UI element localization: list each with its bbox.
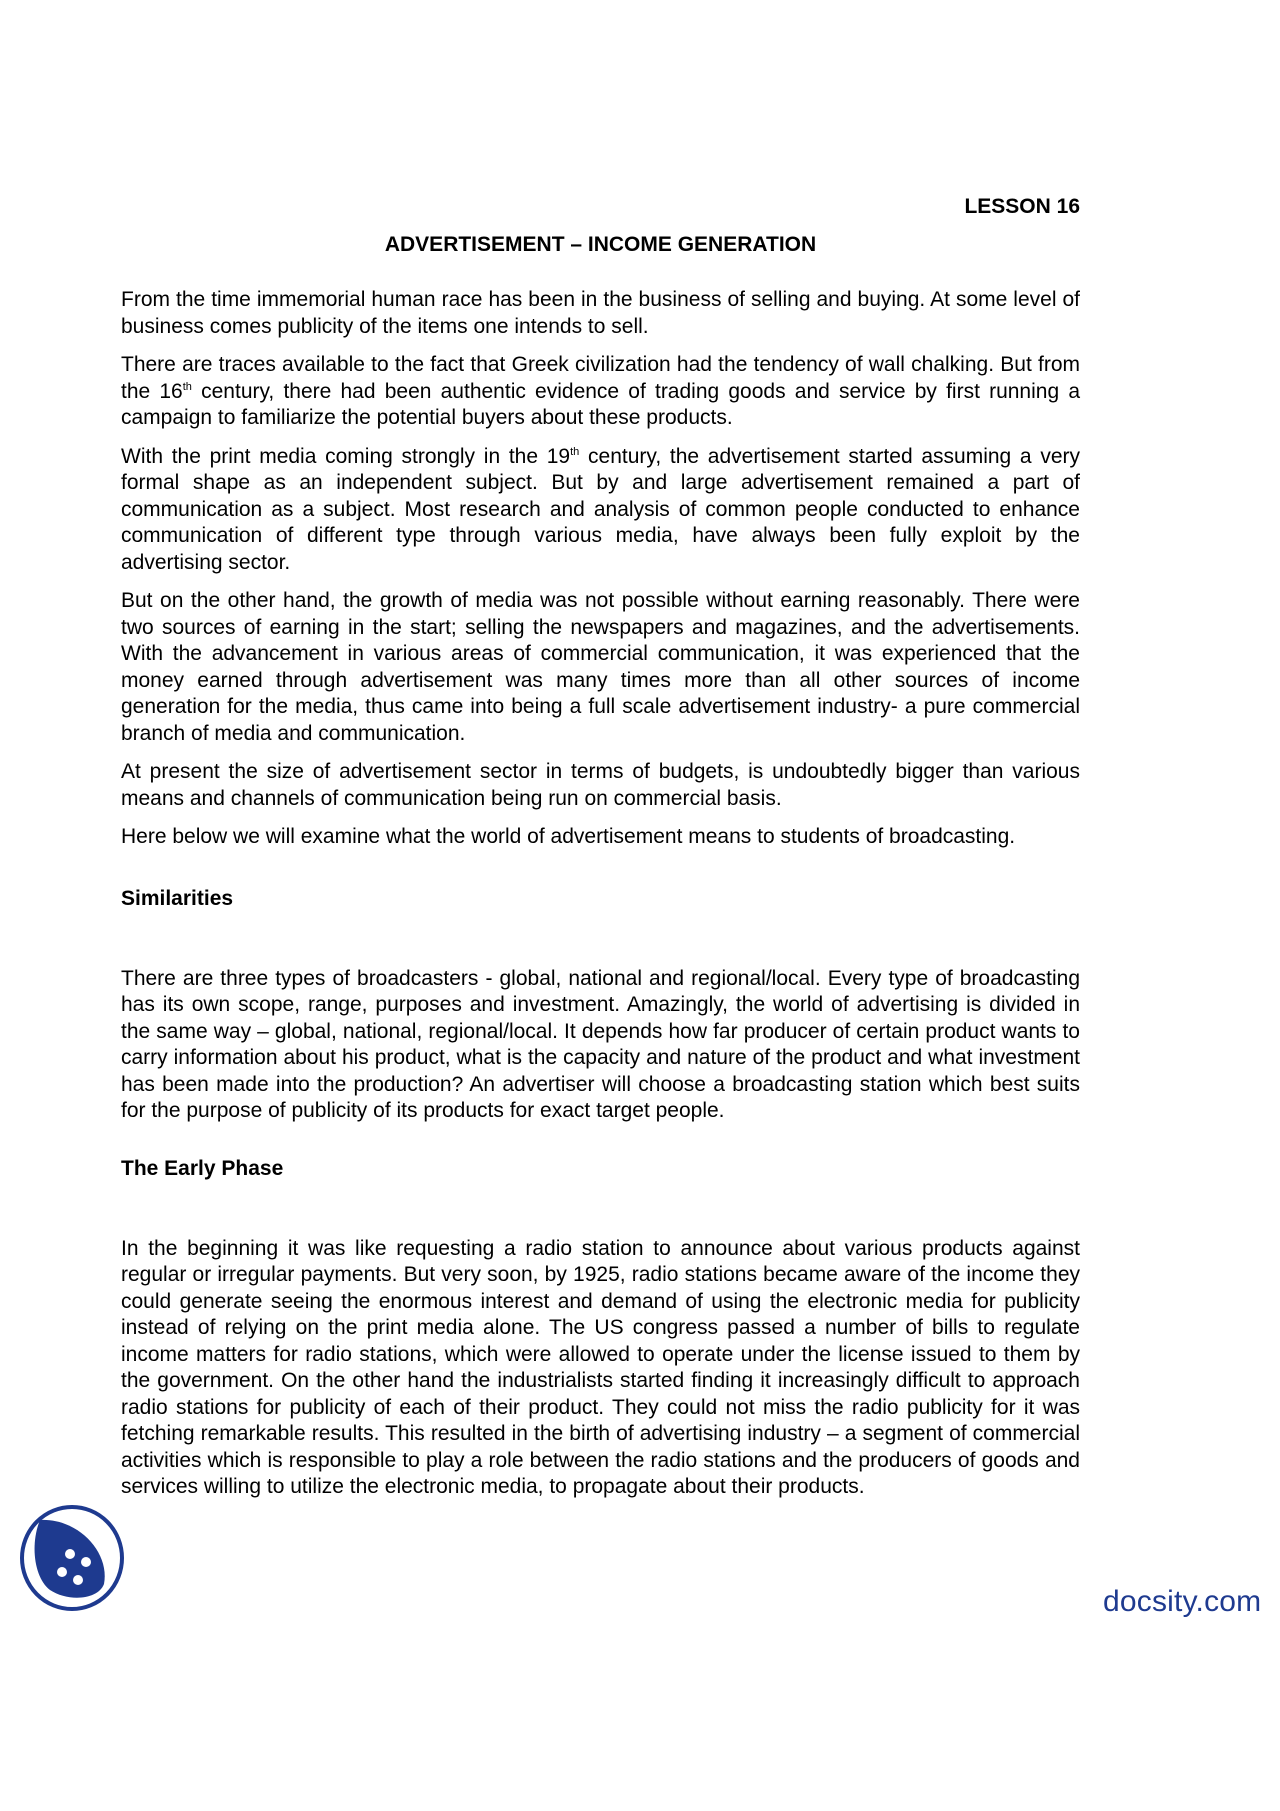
early-phase-paragraph: In the beginning it was like requesting a radio station to announce about various products against regular or irregular payments. But very soon, by 1925, radio stations became aware of the income they could generate seeing the enormous interest and demand of using the electronic media for publicity instead of relying on the print media alone. The US congress passed a number of bills to regulate income matters for radio stations, which were allowed to operate under the license issued to them by the government. On the other hand the industrialists started finding it increasingly difficult to approach radio stations for publicity of each of their product. They could not miss the radio publicity for it was fetching remarkable results. This resulted in the birth of advertising industry – a segment of commercial activities which is responsible to play a role between the radio stations and the producers of goods and services willing to utilize the electronic media, to propagate about their products. xyxy=(121,1236,1080,1498)
lesson-number: LESSON 16 xyxy=(964,195,1080,218)
docsity-watermark: docsity.com xyxy=(1103,1585,1262,1618)
intro-paragraph-5: At present the size of advertisement sector in terms of budgets, is undoubtedly bigger than various means and channels of communication being run on commercial basis. xyxy=(121,760,1080,810)
superscript: th xyxy=(570,445,580,458)
intro-paragraph-6: Here below we will examine what the world of advertisement means to students of broadcasting. xyxy=(121,825,1016,848)
section-heading-similarities: Similarities xyxy=(121,886,234,910)
intro-paragraph-2: There are traces available to the fact that Greek civilization had the tendency of wall chalking. But from the 16th century, there had been authentic evidence of trading goods and service by first running a campaign to familiarize the potential buyers about these products. xyxy=(121,353,1081,429)
document-page xyxy=(121,193,1080,1501)
superscript: th xyxy=(182,380,192,393)
intro-paragraph-4: But on the other hand, the growth of media was not possible without earning reasonably. There were two sources of earning in the start; selling the newspapers and magazines, and the advertisements. With the advancement in various areas of commercial communication, it was experienced that the money earned through advertisement was many times more than all other sources of income generation for the media, thus came into being a full scale advertisement industry- a pure commercial branch of media and communication. xyxy=(121,589,1080,745)
docsity-logo-icon xyxy=(18,1500,126,1612)
section-heading-early-phase: The Early Phase xyxy=(121,1156,284,1180)
intro-paragraph-1: From the time immemorial human race has been in the business of selling and buying. At some level of business comes publicity of the items one intends to sell. xyxy=(121,288,1080,338)
intro-paragraph-3: With the print media coming strongly in the 19th century, the advertisement started assuming a very formal shape as an independent subject. But by and large advertisement remained a part of communication as a subject. Most research and analysis of common people conducted to enhance communication of different type through various media, have always been fully exploit by the advertising sector. xyxy=(121,444,1081,574)
similarities-paragraph: There are three types of broadcasters - global, national and regional/local. Every type of broadcasting has its own scope, range, purposes and investment. Amazingly, the world of advertising is divided in the same way – global, national, regional/local. It depends how far producer of certain product wants to carry information about his product, what is the capacity and nature of the product and what investment has been made into the production? An advertiser will choose a broadcasting station which best suits for the purpose of publicity of its products for exact target people. xyxy=(121,966,1080,1122)
lesson-title: ADVERTISEMENT – INCOME GENERATION xyxy=(384,233,817,256)
